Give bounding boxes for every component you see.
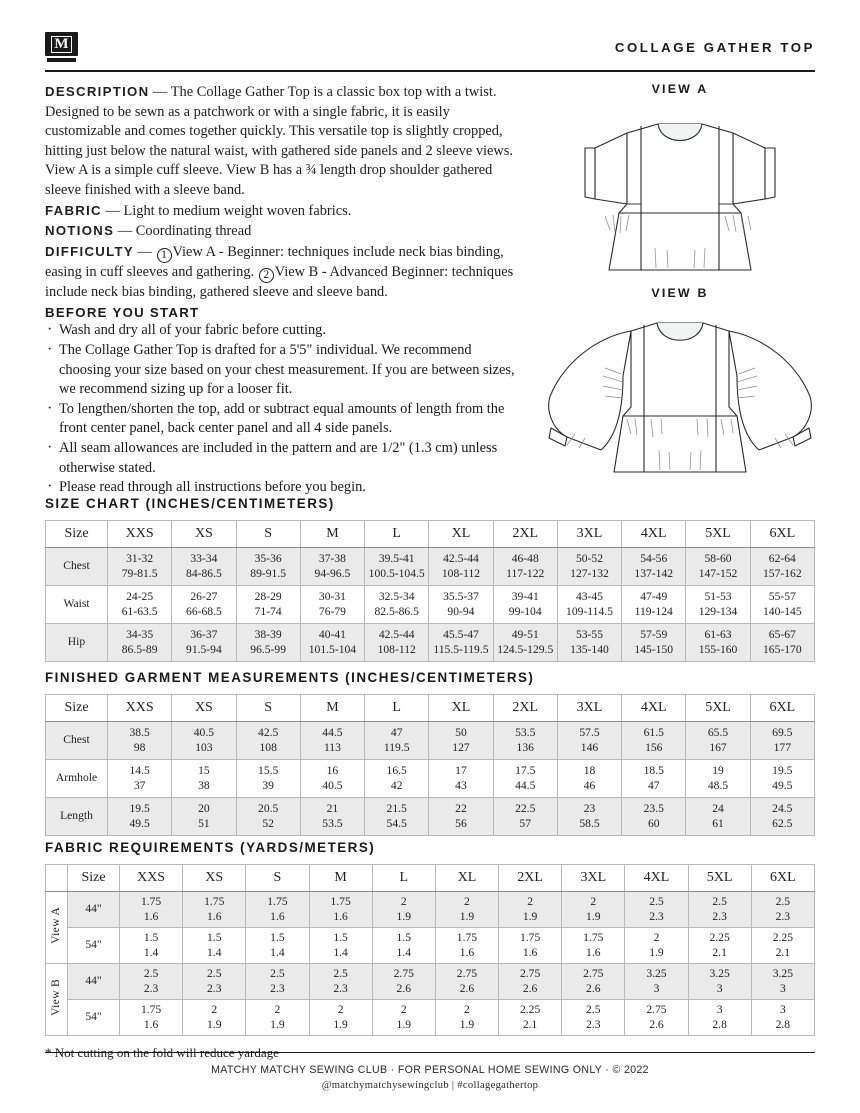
measurement-cell: 17 43 [429,760,493,798]
view-column-header [46,865,68,892]
column-header: 4XL [622,695,686,722]
measurement-cell: 50 127 [429,722,493,760]
measurement-cell: 58-60 147-152 [686,548,750,586]
yardage-cell: 2.25 2.1 [688,928,751,964]
table-row [46,548,815,586]
column-header: S [246,865,309,892]
column-header: XS [183,865,246,892]
measurement-cell: 23 58.5 [557,798,621,836]
yardage-cell: 3.25 3 [688,964,751,1000]
view-b-garment-illustration [545,304,815,479]
measurement-cell: 19.5 49.5 [108,798,172,836]
fabric-requirements-table [45,864,815,1036]
yardage-cell: 1.5 1.4 [372,928,435,964]
row-label: Chest [46,548,108,586]
before-you-start-heading: BEFORE YOU START [45,305,200,321]
measurement-cell: 15.5 39 [236,760,300,798]
yardage-cell: 3 2.8 [751,1000,814,1036]
measurement-cell: 28-29 71-74 [236,586,300,624]
table-row [46,928,815,964]
yardage-cell: 1.5 1.4 [120,928,183,964]
column-header: XL [429,695,493,722]
measurement-cell: 24.5 62.5 [750,798,814,836]
yardage-cell: 2.5 2.3 [562,1000,625,1036]
footer-line-1: MATCHY MATCHY SEWING CLUB · FOR PERSONAL HOME SEWING ONLY · © 2022 [211,1064,649,1076]
measurement-cell: 53-55 135-140 [557,624,621,662]
finished-garment-section [45,670,815,836]
measurement-cell: 39-41 99-104 [493,586,557,624]
size-chart-title: SIZE CHART (INCHES/CENTIMETERS) [45,496,335,511]
yardage-cell: 2.5 2.3 [751,892,814,928]
yardage-cell: 2.5 2.3 [625,892,688,928]
yardage-cell: 2.75 2.6 [372,964,435,1000]
measurement-cell: 31-32 79-81.5 [108,548,172,586]
measurement-cell: 19 48.5 [686,760,750,798]
yardage-cell: 2 1.9 [499,892,562,928]
measurement-cell: 20.5 52 [236,798,300,836]
yardage-cell: 2.5 2.3 [309,964,372,1000]
measurement-cell: 18.5 47 [622,760,686,798]
measurement-cell: 16 40.5 [300,760,364,798]
yardage-cell: 3.25 3 [751,964,814,1000]
yardage-cell: 1.5 1.4 [309,928,372,964]
yardage-cell: 2.5 2.3 [120,964,183,1000]
fabric-label: FABRIC [45,202,102,218]
pattern-page [45,0,815,1113]
measurement-cell: 50-52 127-132 [557,548,621,586]
view-group-label: View B [46,964,68,1036]
measurement-cell: 61.5 156 [622,722,686,760]
fabric-width-label: 44" [68,964,120,1000]
measurement-cell: 46-48 117-122 [493,548,557,586]
yardage-cell: 2.5 2.3 [183,964,246,1000]
column-header: XXS [120,865,183,892]
brand-logo-icon [45,32,78,62]
measurement-cell: 62-64 157-162 [750,548,814,586]
measurement-cell: 37-38 94-96.5 [300,548,364,586]
measurement-cell: 16.5 42 [365,760,429,798]
measurement-cell: 22.5 57 [493,798,557,836]
row-label: Chest [46,722,108,760]
fabric-requirements-title: FABRIC REQUIREMENTS (YARDS/METERS) [45,840,376,855]
row-label: Armhole [46,760,108,798]
row-label: Hip [46,624,108,662]
list-item: · All seam allowances are included in the pattern and are 1/2" (1.3 cm) unless otherwise stated. [45,439,520,478]
table-row [46,722,815,760]
yardage-cell: 2.5 2.3 [688,892,751,928]
measurement-cell: 22 56 [429,798,493,836]
table-row [46,964,815,1000]
measurement-cell: 47 119.5 [365,722,429,760]
fabric-paragraph [45,201,520,222]
measurement-cell: 38.5 98 [108,722,172,760]
finished-garment-table [45,694,815,836]
measurement-cell: 17.5 44.5 [493,760,557,798]
yardage-cell: 2.75 2.6 [562,964,625,1000]
column-header: Size [46,521,108,548]
column-header: 2XL [499,865,562,892]
measurement-cell: 43-45 109-114.5 [557,586,621,624]
list-item: · The Collage Gather Top is drafted for a 5'5" individual. We recommend choosing your size based on your chest measurement. If you are between sizes, we recommend sizing up for a looser fit. [45,341,520,400]
yardage-cell: 3.25 3 [625,964,688,1000]
column-header: 5XL [688,865,751,892]
description-paragraph [45,82,520,201]
table-header-row [46,695,815,722]
measurement-cell: 23.5 60 [622,798,686,836]
measurement-cell: 49-51 124.5-129.5 [493,624,557,662]
fabric-requirements-section [45,840,815,1061]
measurement-cell: 69.5 177 [750,722,814,760]
size-chart-section [45,496,815,662]
fabric-body: Light to medium weight woven fabrics. [123,202,352,219]
page-footer [45,1052,815,1091]
page-title: COLLAGE GATHER TOP [614,40,815,55]
measurement-cell: 20 51 [172,798,236,836]
yardage-cell: 2.75 2.6 [625,1000,688,1036]
view-a-garment-illustration [555,100,805,275]
before-you-start-list [45,321,520,497]
column-header: XXS [108,695,172,722]
measurement-cell: 19.5 49.5 [750,760,814,798]
measurement-cell: 15 38 [172,760,236,798]
difficulty-part-1: View A - Beginner: techniques include neck bias binding, easing in cuff sleeves and gathering. [45,243,504,280]
column-header: 6XL [750,695,814,722]
yardage-cell: 1.75 1.6 [309,892,372,928]
yardage-cell: 1.75 1.6 [120,1000,183,1036]
column-header: 3XL [562,865,625,892]
measurement-cell: 39.5-41 100.5-104.5 [365,548,429,586]
yardage-cell: 2.75 2.6 [499,964,562,1000]
column-header: XL [435,865,498,892]
fabric-dash: — [101,202,124,219]
measurement-cell: 42.5 108 [236,722,300,760]
table-row [46,624,815,662]
column-header: L [365,521,429,548]
table-header-row [46,521,815,548]
yardage-cell: 2 1.9 [309,1000,372,1036]
yardage-cell: 3 2.8 [688,1000,751,1036]
yardage-cell: 2.5 2.3 [246,964,309,1000]
table-row [46,892,815,928]
view-a-block [545,82,815,280]
column-header: 2XL [493,695,557,722]
yardage-cell: 2 1.9 [246,1000,309,1036]
notions-dash: — [114,223,136,240]
yardage-cell: 2 1.9 [562,892,625,928]
column-header: XL [429,521,493,548]
column-header: L [365,695,429,722]
view-group-label: View A [46,892,68,964]
fabric-width-label: 54" [68,928,120,964]
yardage-cell: 1.75 1.6 [562,928,625,964]
measurement-cell: 54-56 137-142 [622,548,686,586]
column-header: 5XL [686,695,750,722]
view-b-label: VIEW B [651,286,709,300]
footer-divider [45,1052,815,1053]
measurement-cell: 40.5 103 [172,722,236,760]
measurement-cell: 65.5 167 [686,722,750,760]
measurement-cell: 18 46 [557,760,621,798]
intro-text-column [45,82,520,498]
column-header: M [309,865,372,892]
description-label: DESCRIPTION [45,84,150,99]
yardage-cell: 1.75 1.6 [499,928,562,964]
measurement-cell: 61-63 155-160 [686,624,750,662]
fabric-width-label: 54" [68,1000,120,1036]
yardage-cell: 1.5 1.4 [246,928,309,964]
yardage-cell: 2 1.9 [435,892,498,928]
measurement-cell: 34-35 86.5-89 [108,624,172,662]
column-header: XS [172,695,236,722]
illustration-column [545,82,815,484]
measurement-cell: 24 61 [686,798,750,836]
finished-garment-title: FINISHED GARMENT MEASUREMENTS (INCHES/CENTIMETERS) [45,670,535,685]
measurement-cell: 47-49 119-124 [622,586,686,624]
yardage-cell: 1.75 1.6 [246,892,309,928]
yardage-cell: 2.25 2.1 [499,1000,562,1036]
notions-body: Coordinating thread [135,223,252,240]
measurement-cell: 32.5-34 82.5-86.5 [365,586,429,624]
yardage-cell: 1.75 1.6 [120,892,183,928]
column-header: 2XL [493,521,557,548]
column-header: L [372,865,435,892]
yardage-cell: 2 1.9 [372,892,435,928]
column-header: M [300,695,364,722]
fabric-width-label: 44" [68,892,120,928]
measurement-cell: 65-67 165-170 [750,624,814,662]
footer-line-2: @matchymatchysewingclub | #collagegathertop [321,1080,539,1091]
page-header [45,0,815,72]
measurement-cell: 51-53 129-134 [686,586,750,624]
table-row [46,760,815,798]
column-header: XXS [108,521,172,548]
measurement-cell: 42.5-44 108-112 [365,624,429,662]
table-header-row [46,865,815,892]
measurement-cell: 36-37 91.5-94 [172,624,236,662]
yardage-cell: 1.75 1.6 [435,928,498,964]
header-divider [45,70,815,72]
difficulty-part-2: View B - Advanced Beginner: techniques include neck bias binding, gathered sleeve and sleeve band. [45,263,514,300]
column-header: 4XL [622,521,686,548]
measurement-cell: 53.5 136 [493,722,557,760]
difficulty-paragraph [45,242,520,303]
difficulty-label: DIFFICULTY [45,243,134,259]
measurement-cell: 30-31 76-79 [300,586,364,624]
list-item: · Please read through all instructions before you begin. [45,478,520,498]
notions-paragraph [45,221,520,242]
measurement-cell: 21.5 54.5 [365,798,429,836]
table-row [46,1000,815,1036]
column-header: 6XL [751,865,814,892]
notions-label: NOTIONS [45,223,115,239]
measurement-cell: 26-27 66-68.5 [172,586,236,624]
yardage-cell: 2 1.9 [625,928,688,964]
yardage-cell: 2.75 2.6 [435,964,498,1000]
column-header: Size [68,865,120,892]
measurement-cell: 44.5 113 [300,722,364,760]
list-item: · Wash and dry all of your fabric before cutting. [45,321,520,341]
column-header: S [236,695,300,722]
yardage-cell: 2 1.9 [372,1000,435,1036]
measurement-cell: 57.5 146 [557,722,621,760]
difficulty-dash: — [133,243,156,260]
description-body: The Collage Gather Top is a classic box top with a twist. Designed to be sewn as a patchwork or with a single fabric, it is easily customizable and comes together quickly. This versatile top is slightly cropped, hitting just below the natural waist, with gathered side panels and 2 sleeve views. View A is a simple cuff sleeve. View B has a ¾ length drop shoulder gathered sleeve finished with a sleeve band. [45,84,513,198]
yardage-cell: 1.5 1.4 [183,928,246,964]
measurement-cell: 55-57 140-145 [750,586,814,624]
measurement-cell: 42.5-44 108-112 [429,548,493,586]
view-b-block [545,286,815,484]
measurement-cell: 35-36 89-91.5 [236,548,300,586]
column-header: Size [46,695,108,722]
yardage-cell: 2 1.9 [435,1000,498,1036]
measurement-cell: 14.5 37 [108,760,172,798]
measurement-cell: 21 53.5 [300,798,364,836]
column-header: 6XL [750,521,814,548]
measurement-cell: 33-34 84-86.5 [172,548,236,586]
measurement-cell: 45.5-47 115.5-119.5 [429,624,493,662]
column-header: 3XL [557,695,621,722]
list-item: · To lengthen/shorten the top, add or subtract equal amounts of length from the front center panel, back center panel and all 4 side panels. [45,400,520,439]
column-header: XS [172,521,236,548]
measurement-cell: 40-41 101.5-104 [300,624,364,662]
yardage-cell: 2.25 2.1 [751,928,814,964]
logo-letter: M [51,36,71,53]
measurement-cell: 35.5-37 90-94 [429,586,493,624]
difficulty-number-2-icon: 2 [259,268,274,283]
column-header: M [300,521,364,548]
difficulty-number-1-icon: 1 [157,248,172,263]
measurement-cell: 24-25 61-63.5 [108,586,172,624]
view-a-label: VIEW A [651,82,709,96]
table-row [46,798,815,836]
yardage-cell: 1.75 1.6 [183,892,246,928]
measurement-cell: 57-59 145-150 [622,624,686,662]
column-header: 4XL [625,865,688,892]
row-label: Length [46,798,108,836]
measurement-cell: 38-39 96.5-99 [236,624,300,662]
row-label: Waist [46,586,108,624]
yardage-cell: 2 1.9 [183,1000,246,1036]
column-header: 3XL [557,521,621,548]
table-row [46,586,815,624]
column-header: 5XL [686,521,750,548]
size-chart-table [45,520,815,662]
column-header: S [236,521,300,548]
description-dash: — [149,84,171,100]
